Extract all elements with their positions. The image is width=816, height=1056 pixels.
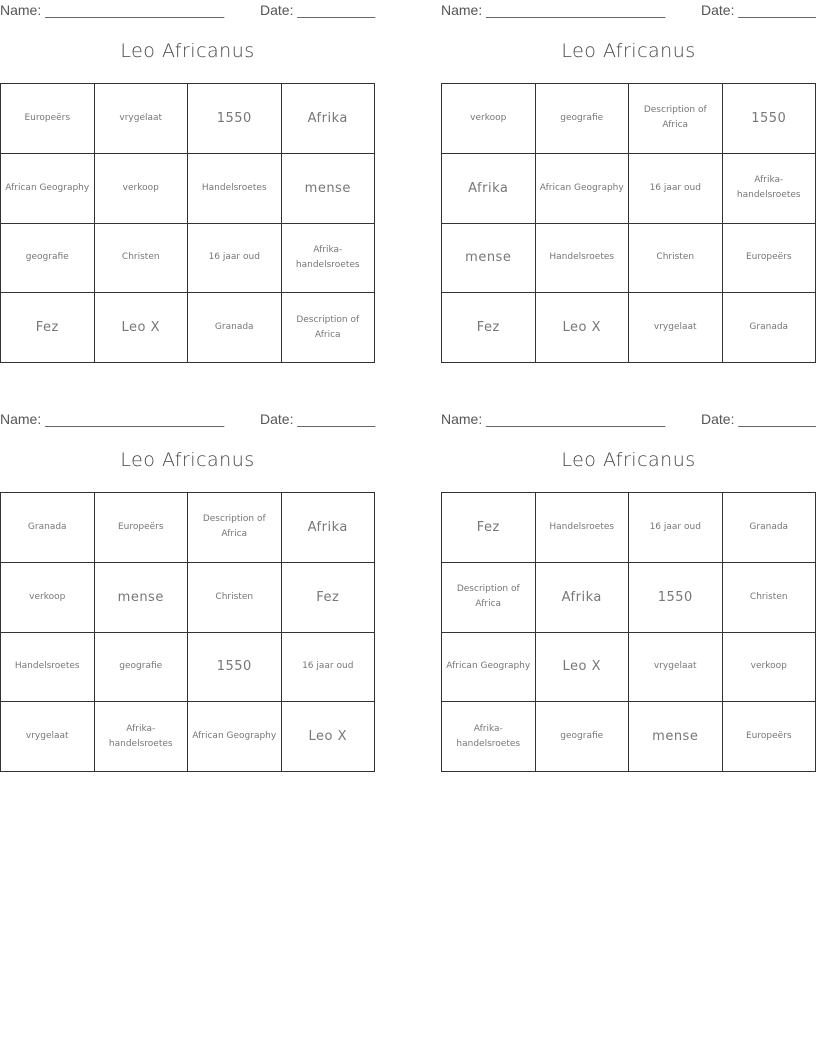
bingo-cell: Fez: [442, 293, 536, 363]
bingo-cell: Afrika: [536, 563, 630, 633]
bingo-cell: African Geography: [188, 702, 282, 772]
bingo-cell: vrygelaat: [1, 702, 95, 772]
bingo-cell: vrygelaat: [629, 293, 723, 363]
bingo-cell: verkoop: [1, 563, 95, 633]
bingo-cell: Description of Africa: [188, 493, 282, 563]
bingo-cell: Europeërs: [723, 702, 816, 772]
bingo-cell: 16 jaar oud: [629, 154, 723, 224]
date-field: Date: __________: [701, 411, 816, 427]
bingo-cell: mense: [442, 224, 536, 294]
bingo-cell: Handelsroetes: [188, 154, 282, 224]
bingo-cell: vrygelaat: [629, 633, 723, 703]
bingo-cell: 1550: [723, 84, 816, 154]
bingo-cell: geografie: [536, 702, 630, 772]
bingo-cell: Granada: [1, 493, 95, 563]
bingo-cell: Fez: [282, 563, 376, 633]
bingo-cell: Afrika: [282, 493, 376, 563]
bingo-grid: [0, 492, 375, 772]
card-header: [441, 409, 816, 431]
bingo-cell: mense: [95, 563, 189, 633]
bingo-grid: [441, 492, 816, 772]
bingo-cell: verkoop: [442, 84, 536, 154]
bingo-cell: Christen: [188, 563, 282, 633]
bingo-cell: verkoop: [95, 154, 189, 224]
card-header: [0, 0, 375, 22]
card-title: Leo Africanus: [561, 40, 696, 62]
card-title: Leo Africanus: [561, 449, 696, 471]
bingo-cell: mense: [629, 702, 723, 772]
bingo-cell: Leo X: [536, 633, 630, 703]
name-field: Name: _______________________: [0, 2, 225, 18]
bingo-cell: Granada: [723, 293, 816, 363]
date-field: Date: __________: [260, 411, 376, 427]
bingo-cell: Christen: [723, 563, 816, 633]
bingo-cell: 16 jaar oud: [282, 633, 376, 703]
card-title: Leo Africanus: [120, 449, 255, 471]
bingo-cell: 16 jaar oud: [629, 493, 723, 563]
bingo-cell: Fez: [442, 493, 536, 563]
bingo-cell: Leo X: [95, 293, 189, 363]
bingo-cell: Christen: [629, 224, 723, 294]
bingo-cell: Granada: [723, 493, 816, 563]
bingo-cell: Handelsroetes: [536, 224, 630, 294]
bingo-cell: Granada: [188, 293, 282, 363]
bingo-cell: Description of Africa: [442, 563, 536, 633]
bingo-cell: Description of Africa: [282, 293, 376, 363]
name-field: Name: _______________________: [441, 411, 666, 427]
bingo-cell: African Geography: [536, 154, 630, 224]
card-header: [0, 409, 375, 431]
bingo-cell: geografie: [1, 224, 95, 294]
bingo-cell: 16 jaar oud: [188, 224, 282, 294]
bingo-cell: verkoop: [723, 633, 816, 703]
bingo-cell: geografie: [95, 633, 189, 703]
card-header: [441, 0, 816, 22]
name-field: Name: _______________________: [0, 411, 225, 427]
bingo-cell: Afrika-handelsroetes: [442, 702, 536, 772]
bingo-cell: Leo X: [536, 293, 630, 363]
bingo-grid: [0, 83, 375, 363]
bingo-cell: Handelsroetes: [536, 493, 630, 563]
bingo-cell: Europeërs: [95, 493, 189, 563]
bingo-grid: [441, 83, 816, 363]
bingo-cell: vrygelaat: [95, 84, 189, 154]
bingo-cell: Handelsroetes: [1, 633, 95, 703]
bingo-cell: 1550: [188, 633, 282, 703]
bingo-cell: Afrika-handelsroetes: [723, 154, 816, 224]
bingo-cell: African Geography: [442, 633, 536, 703]
date-field: Date: __________: [260, 2, 376, 18]
bingo-cell: 1550: [629, 563, 723, 633]
bingo-cell: Europeërs: [1, 84, 95, 154]
bingo-cell: Afrika-handelsroetes: [95, 702, 189, 772]
card-title: Leo Africanus: [120, 40, 255, 62]
date-field: Date: __________: [701, 2, 816, 18]
bingo-cell: Afrika: [442, 154, 536, 224]
bingo-cell: Europeërs: [723, 224, 816, 294]
bingo-cell: Afrika-handelsroetes: [282, 224, 376, 294]
bingo-cell: African Geography: [1, 154, 95, 224]
bingo-cell: Description of Africa: [629, 84, 723, 154]
bingo-cell: geografie: [536, 84, 630, 154]
bingo-cell: Christen: [95, 224, 189, 294]
bingo-cell: Fez: [1, 293, 95, 363]
bingo-cell: Afrika: [282, 84, 376, 154]
bingo-cell: 1550: [188, 84, 282, 154]
bingo-cell: mense: [282, 154, 376, 224]
bingo-cell: Leo X: [282, 702, 376, 772]
name-field: Name: _______________________: [441, 2, 666, 18]
